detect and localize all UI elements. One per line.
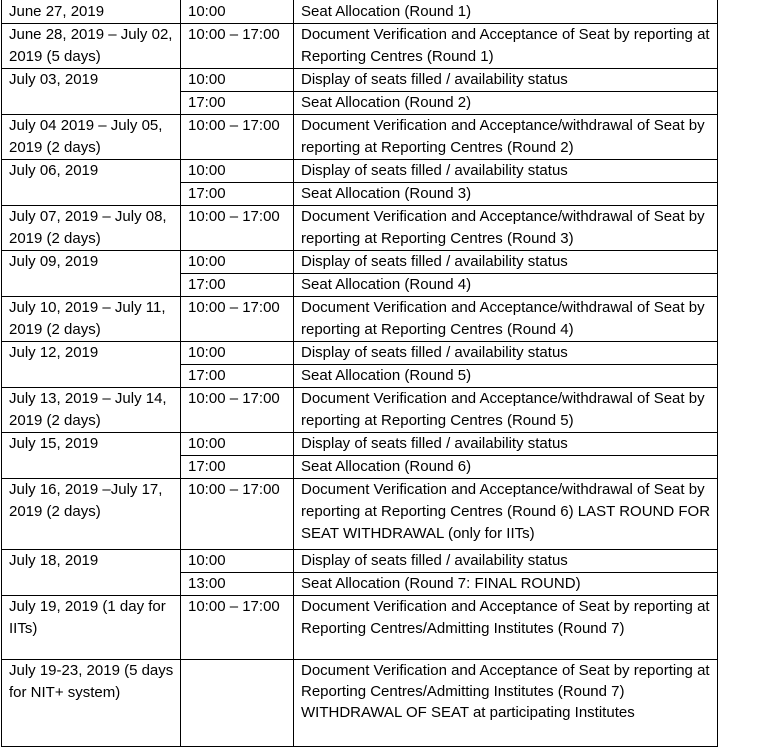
time-cell: 10:00 – 17:00: [181, 596, 294, 660]
time-cell: 17:00: [181, 456, 294, 479]
date-cell: July 19-23, 2019 (5 days for NIT+ system): [2, 660, 181, 747]
table-row: [2, 550, 718, 573]
time-cell: 10:00: [181, 0, 294, 24]
table-row: [2, 479, 718, 550]
activity-cell: Document Verification and Acceptance/withdrawal of Seat by reporting at Reporting Centres (Round 2): [294, 115, 718, 160]
date-cell: July 06, 2019: [2, 160, 181, 206]
table-row: [2, 24, 718, 69]
time-cell: 10:00: [181, 251, 294, 274]
table-row: [2, 69, 718, 92]
date-cell: July 03, 2019: [2, 69, 181, 115]
activity-cell: Display of seats filled / availability status: [294, 433, 718, 456]
date-cell: June 28, 2019 – July 02, 2019 (5 days): [2, 24, 181, 69]
activity-cell: Document Verification and Acceptance of Seat by reporting at Reporting Centres (Round 1): [294, 24, 718, 69]
activity-cell: Document Verification and Acceptance/withdrawal of Seat by reporting at Reporting Centres (Round 4): [294, 297, 718, 342]
activity-cell: Display of seats filled / availability status: [294, 69, 718, 92]
time-cell: 17:00: [181, 92, 294, 115]
time-cell: 17:00: [181, 274, 294, 297]
table-row: [2, 297, 718, 342]
date-cell: July 12, 2019: [2, 342, 181, 388]
time-cell: 10:00 – 17:00: [181, 24, 294, 69]
date-cell: July 10, 2019 – July 11, 2019 (2 days): [2, 297, 181, 342]
activity-cell: Seat Allocation (Round 1): [294, 0, 718, 24]
activity-cell: Display of seats filled / availability status: [294, 160, 718, 183]
time-cell: 13:00: [181, 573, 294, 596]
time-cell: 10:00: [181, 550, 294, 573]
time-cell: 10:00 – 17:00: [181, 297, 294, 342]
activity-cell: Display of seats filled / availability status: [294, 251, 718, 274]
time-cell: 10:00: [181, 160, 294, 183]
activity-cell: Seat Allocation (Round 2): [294, 92, 718, 115]
activity-cell: Document Verification and Acceptance/withdrawal of Seat by reporting at Reporting Centres (Round 5): [294, 388, 718, 433]
time-cell: 10:00: [181, 69, 294, 92]
table-row: [2, 206, 718, 251]
time-cell: 17:00: [181, 365, 294, 388]
activity-cell: Seat Allocation (Round 5): [294, 365, 718, 388]
activity-cell: Display of seats filled / availability status: [294, 342, 718, 365]
schedule-body: [2, 0, 718, 747]
time-cell: 10:00 – 17:00: [181, 479, 294, 550]
activity-cell: Seat Allocation (Round 4): [294, 274, 718, 297]
date-cell: July 13, 2019 – July 14, 2019 (2 days): [2, 388, 181, 433]
time-cell: 10:00 – 17:00: [181, 206, 294, 251]
table-row: [2, 115, 718, 160]
time-cell: 10:00 – 17:00: [181, 388, 294, 433]
table-row: [2, 596, 718, 660]
table-row: [2, 0, 718, 24]
date-cell: July 16, 2019 –July 17, 2019 (2 days): [2, 479, 181, 550]
table-row: [2, 251, 718, 274]
activity-cell: Seat Allocation (Round 3): [294, 183, 718, 206]
table-row: [2, 342, 718, 365]
time-cell: 10:00: [181, 433, 294, 456]
date-cell: July 04 2019 – July 05, 2019 (2 days): [2, 115, 181, 160]
time-cell: [181, 660, 294, 747]
date-cell: July 15, 2019: [2, 433, 181, 479]
date-cell: July 18, 2019: [2, 550, 181, 596]
date-cell: July 19, 2019 (1 day for IITs): [2, 596, 181, 660]
date-cell: June 27, 2019: [2, 0, 181, 24]
activity-cell: Document Verification and Acceptance of Seat by reporting at Reporting Centres/Admitting Institutes (Round 7): [294, 596, 718, 660]
activity-cell: Seat Allocation (Round 7: FINAL ROUND): [294, 573, 718, 596]
time-cell: 17:00: [181, 183, 294, 206]
table-row: [2, 160, 718, 183]
time-cell: 10:00: [181, 342, 294, 365]
table-row: [2, 660, 718, 747]
table-row: [2, 388, 718, 433]
activity-cell: Seat Allocation (Round 6): [294, 456, 718, 479]
activity-cell: Document Verification and Acceptance/withdrawal of Seat by reporting at Reporting Centres (Round 6) LAST ROUND FOR SEAT WITHDRAWAL (only for IITs): [294, 479, 718, 550]
time-cell: 10:00 – 17:00: [181, 115, 294, 160]
date-cell: July 09, 2019: [2, 251, 181, 297]
activity-cell: Document Verification and Acceptance of Seat by reporting at Reporting Centres/Admitting Institutes (Round 7) WITHDRAWAL OF SEAT at participating Institutes: [294, 660, 718, 747]
schedule-table: [1, 0, 718, 747]
table-row: [2, 433, 718, 456]
date-cell: July 07, 2019 – July 08, 2019 (2 days): [2, 206, 181, 251]
activity-cell: Document Verification and Acceptance/withdrawal of Seat by reporting at Reporting Centres (Round 3): [294, 206, 718, 251]
activity-cell: Display of seats filled / availability status: [294, 550, 718, 573]
